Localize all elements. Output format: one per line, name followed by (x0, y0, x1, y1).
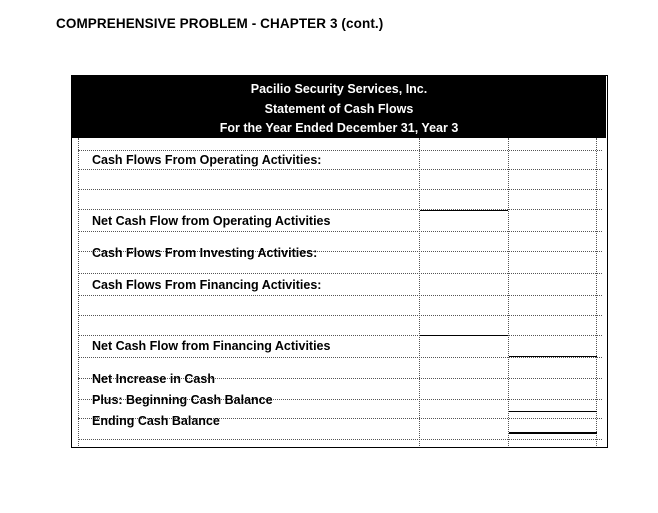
statement-period: For the Year Ended December 31, Year 3 (219, 121, 459, 135)
subtotal-underline (420, 210, 508, 211)
row-line (78, 315, 602, 316)
row-label-net-increase: Net Increase in Cash (92, 372, 215, 386)
row-line (78, 231, 602, 232)
net-financing-total-cell[interactable] (509, 336, 596, 356)
statement-header (72, 76, 606, 138)
subtotal-underline (420, 335, 508, 336)
row-label-net-financing: Net Cash Flow from Financing Activities (92, 339, 331, 353)
ending-balance-double-underline (509, 432, 597, 434)
row-label-financing-header: Cash Flows From Financing Activities: (92, 278, 322, 292)
total-underline (509, 356, 597, 357)
row-line (78, 295, 602, 296)
row-line (78, 150, 602, 151)
total-underline (509, 411, 597, 412)
statement-title: Statement of Cash Flows (264, 101, 414, 116)
net-increase-cell[interactable] (509, 358, 596, 378)
row-label-ending-balance: Ending Cash Balance (92, 414, 220, 428)
row-label-beginning-balance: Plus: Beginning Cash Balance (92, 393, 273, 407)
row-line (78, 189, 602, 190)
company-name: Pacilio Security Services, Inc. (250, 82, 428, 96)
row-label-operating-header: Cash Flows From Operating Activities: (92, 153, 322, 167)
page-heading: COMPREHENSIVE PROBLEM - CHAPTER 3 (cont.) (56, 16, 384, 31)
net-operating-total-cell[interactable] (509, 211, 596, 231)
row-label-investing-header: Cash Flows From Investing Activities: (92, 246, 318, 260)
row-line (78, 209, 602, 210)
row-label-net-operating: Net Cash Flow from Operating Activities (92, 214, 331, 228)
ending-balance-cell[interactable] (509, 400, 596, 420)
statement-grid (72, 138, 606, 446)
row-line (78, 273, 602, 274)
row-line (78, 169, 602, 170)
cash-flow-statement-form (71, 75, 608, 448)
row-line (78, 439, 602, 440)
beginning-balance-cell[interactable] (509, 379, 596, 399)
amount-cell[interactable] (420, 151, 507, 171)
